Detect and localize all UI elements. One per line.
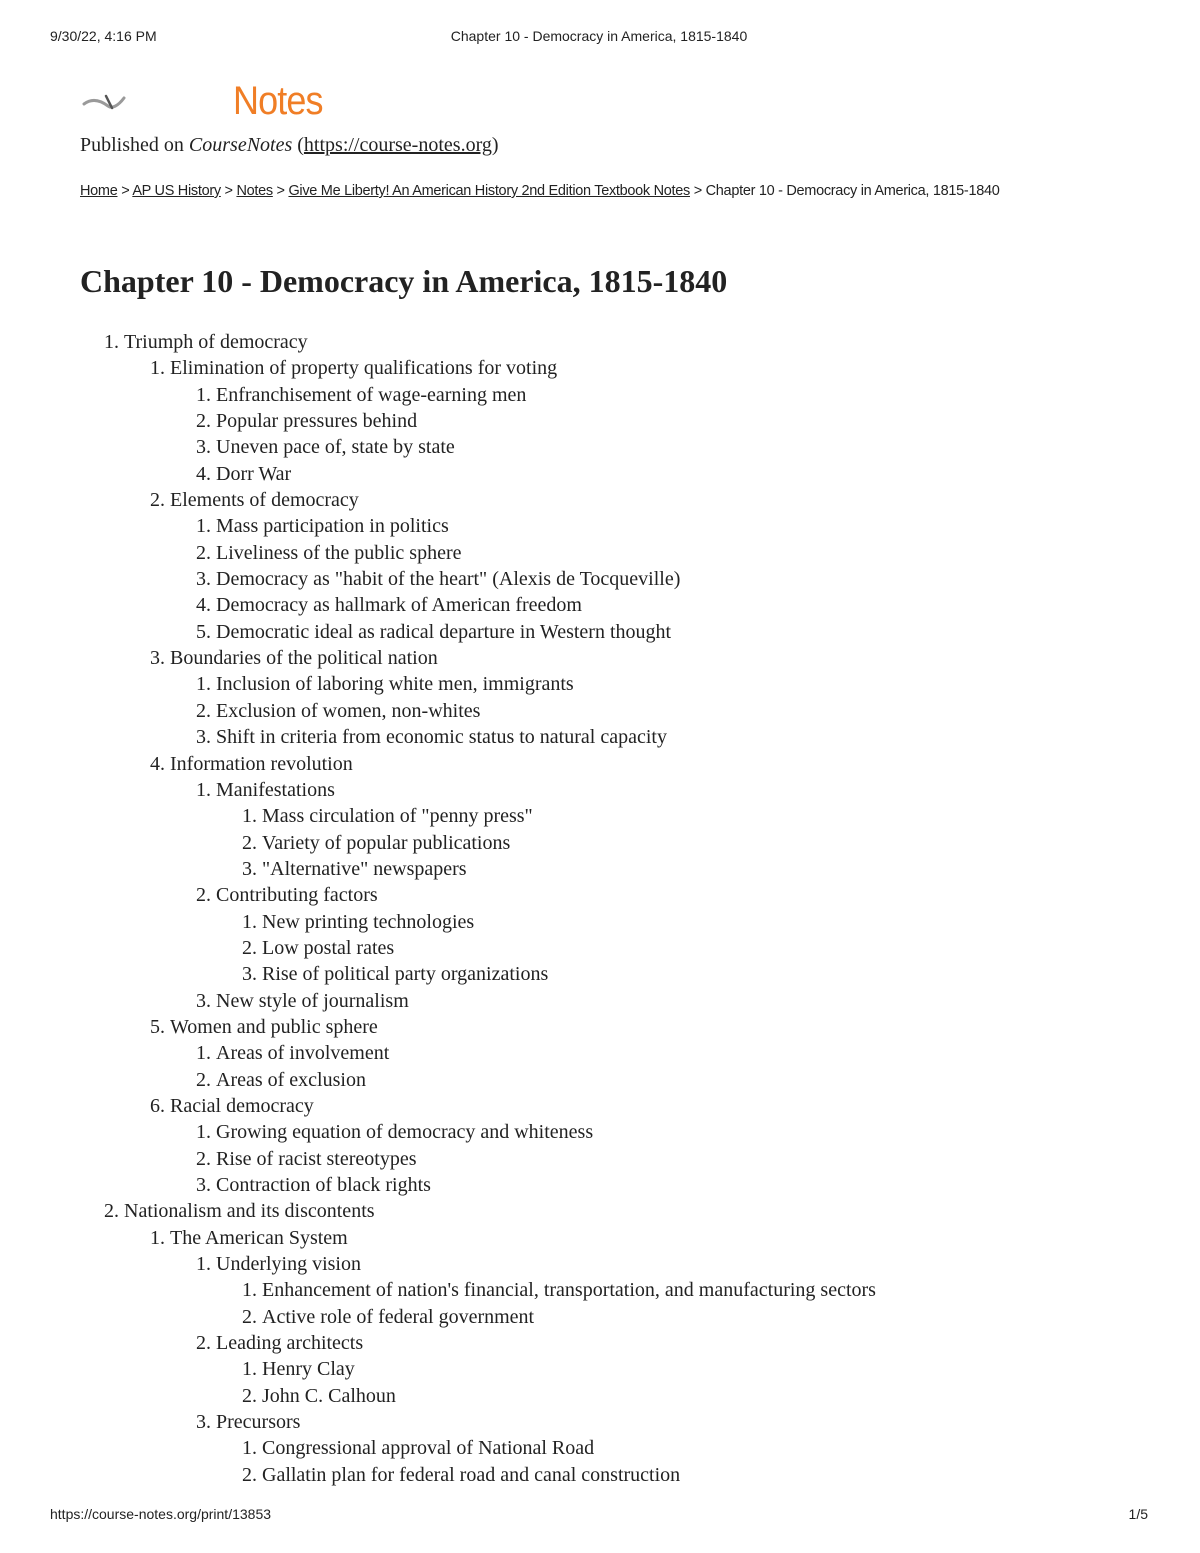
- outline-item: [124, 329, 1160, 1198]
- outline-item: [170, 751, 1160, 1014]
- outline-item-text: "Alternative" newspapers: [262, 857, 467, 880]
- print-footer: [50, 1506, 1148, 1526]
- outline-item: [216, 566, 1160, 592]
- logo-text: Notes: [233, 79, 323, 123]
- outline-item: [216, 1172, 1160, 1198]
- outline-item-text: Rise of political party organizations: [262, 963, 549, 986]
- outline-item: [216, 1146, 1160, 1172]
- breadcrumb-link-ap-us-history[interactable]: AP US History: [132, 183, 221, 199]
- outline-item: [216, 671, 1160, 697]
- outline-item-text: Mass circulation of "penny press": [262, 805, 533, 828]
- outline-item-text: Women and public sphere: [170, 1015, 378, 1038]
- outline-item: [170, 1014, 1160, 1093]
- outline-item-text: Henry Clay: [262, 1358, 355, 1381]
- outline-item: [216, 1330, 1160, 1409]
- outline-item: [216, 724, 1160, 750]
- outline-item-text: Boundaries of the political nation: [170, 647, 438, 670]
- outline-item-text: Shift in criteria from economic status to natural capacity: [216, 726, 667, 749]
- outline-item: [170, 487, 1160, 645]
- outline-item: [216, 382, 1160, 408]
- outline-item-text: Elimination of property qualifications for voting: [170, 357, 558, 380]
- print-document-title: Chapter 10 - Democracy in America, 1815-1840: [450, 28, 748, 44]
- outline-item-text: Enfranchisement of wage-earning men: [216, 383, 527, 406]
- outline-list-level-2: [124, 1225, 1160, 1488]
- outline-item: [262, 830, 1160, 856]
- outline-item: [216, 777, 1160, 882]
- breadcrumb-separator: >: [272, 183, 289, 199]
- outline-item: [216, 1409, 1160, 1488]
- outline-list-level-4: [216, 1277, 1160, 1330]
- bird-logo-icon: [82, 90, 130, 119]
- outline-item-text: Dorr War: [216, 462, 292, 485]
- outline-item-text: New printing technologies: [262, 910, 475, 933]
- breadcrumb-current: Chapter 10 - Democracy in America, 1815-1840: [705, 183, 1000, 199]
- outline-item: [170, 1225, 1160, 1488]
- outline-item-text: Contributing factors: [216, 884, 378, 907]
- outline-list-level-3: [170, 777, 1160, 1014]
- print-url: https://course-notes.org/print/13853: [50, 1506, 272, 1522]
- outline-item: [262, 909, 1160, 935]
- breadcrumb-separator: >: [117, 183, 133, 199]
- outline-item-text: Areas of exclusion: [216, 1068, 366, 1091]
- outline-item: [216, 592, 1160, 618]
- outline-item-text: Mass participation in politics: [216, 515, 449, 538]
- outline-list-level-3: [170, 1251, 1160, 1488]
- outline-item: [216, 619, 1160, 645]
- outline-item-text: Information revolution: [170, 752, 353, 775]
- outline-list-level-2: [124, 355, 1160, 1198]
- outline-item: [262, 803, 1160, 829]
- outline-item-text: Growing equation of democracy and whiteness: [216, 1121, 594, 1144]
- outline-list-level-4: [216, 909, 1160, 988]
- outline-item-text: Democracy as hallmark of American freedom: [216, 594, 582, 617]
- outline-item-text: Contraction of black rights: [216, 1174, 431, 1196]
- outline-list-level-4: [216, 1356, 1160, 1409]
- outline-item-text: Precursors: [216, 1411, 301, 1434]
- breadcrumb: [80, 181, 1120, 201]
- published-close-paren: ): [491, 134, 499, 156]
- breadcrumb-link-home[interactable]: Home: [80, 183, 118, 199]
- outline-item-text: Leading architects: [216, 1332, 364, 1355]
- outline-item-text: Democratic ideal as radical departure in Western thought: [216, 620, 672, 643]
- outline-item: [262, 1277, 1160, 1303]
- outline-item-text: Racial democracy: [170, 1094, 314, 1117]
- outline: [80, 329, 1160, 1488]
- published-open-paren: (: [292, 134, 304, 156]
- outline-item-text: New style of journalism: [216, 989, 409, 1012]
- published-on-line: [80, 134, 499, 157]
- outline-item-text: The American System: [170, 1226, 348, 1249]
- outline-item-text: John C. Calhoun: [262, 1384, 396, 1407]
- print-datetime: 9/30/22, 4:16 PM: [50, 28, 157, 44]
- outline-item-text: Areas of involvement: [216, 1042, 390, 1065]
- outline-item-text: Uneven pace of, state by state: [216, 436, 455, 459]
- outline-item: [216, 1119, 1160, 1145]
- outline-item: [216, 408, 1160, 434]
- outline-item-text: Underlying vision: [216, 1253, 361, 1276]
- outline-item: [262, 1462, 1160, 1488]
- outline-item: [262, 935, 1160, 961]
- outline-item-text: Variety of popular publications: [262, 831, 511, 854]
- outline-list-level-4: [216, 1435, 1160, 1488]
- outline-item-text: Popular pressures behind: [216, 410, 418, 433]
- outline-item: [216, 461, 1160, 487]
- outline-item: [262, 1383, 1160, 1409]
- outline-item: [170, 1093, 1160, 1198]
- outline-item-text: Liveliness of the public sphere: [216, 541, 462, 564]
- breadcrumb-separator: >: [690, 183, 706, 199]
- outline-item: [170, 355, 1160, 487]
- outline-item-text: Congressional approval of National Road: [262, 1437, 595, 1460]
- outline-list-level-3: [170, 382, 1160, 487]
- outline-item: [216, 988, 1160, 1014]
- outline-item-text: Triumph of democracy: [124, 331, 308, 353]
- outline-item-text: Gallatin plan for federal road and canal construction: [262, 1463, 681, 1486]
- outline-item-text: Manifestations: [216, 778, 335, 801]
- breadcrumb-link-textbook-notes[interactable]: Give Me Liberty! An American History 2nd Edition Textbook Notes: [288, 183, 690, 199]
- outline-item: [216, 513, 1160, 539]
- outline-item: [216, 1251, 1160, 1330]
- outline-item-text: Nationalism and its discontents: [124, 1200, 375, 1223]
- print-page-number: 1/5: [1128, 1506, 1148, 1522]
- outline-item: [262, 961, 1160, 987]
- outline-item: [124, 1198, 1160, 1488]
- outline-list-level-3: [170, 671, 1160, 750]
- published-site-link[interactable]: https://course-notes.org: [303, 134, 492, 156]
- outline-item: [262, 1356, 1160, 1382]
- published-prefix: Published on: [80, 134, 189, 156]
- outline-item: [216, 1040, 1160, 1066]
- outline-item: [262, 856, 1160, 882]
- outline-item-text: Democracy as "habit of the heart" (Alexis de Tocqueville): [216, 568, 681, 591]
- outline-list-level-3: [170, 1119, 1160, 1198]
- outline-item: [262, 1304, 1160, 1330]
- outline-item: [216, 1067, 1160, 1093]
- outline-list-level-4: [216, 803, 1160, 882]
- outline-item: [216, 882, 1160, 987]
- outline-list-level-3: [170, 1040, 1160, 1093]
- outline-item-text: Exclusion of women, non-whites: [216, 699, 481, 722]
- outline-item-text: Active role of federal government: [262, 1305, 535, 1328]
- breadcrumb-separator: >: [220, 183, 237, 199]
- outline-item: [262, 1435, 1160, 1461]
- outline-item: [216, 698, 1160, 724]
- breadcrumb-link-notes[interactable]: Notes: [236, 183, 273, 199]
- outline-list-level-3: [170, 513, 1160, 645]
- published-site-name: CourseNotes: [188, 134, 293, 156]
- outline-item: [216, 434, 1160, 460]
- outline-item: [170, 645, 1160, 750]
- outline-item-text: Enhancement of nation's financial, transportation, and manufacturing sectors: [262, 1279, 876, 1302]
- outline-item-text: Inclusion of laboring white men, immigrants: [216, 673, 574, 696]
- outline-item-text: Low postal rates: [262, 936, 395, 959]
- outline-item-text: Elements of democracy: [170, 489, 359, 512]
- outline-item: [216, 540, 1160, 566]
- print-header: [50, 28, 1148, 48]
- outline-list-level-1: [80, 329, 1160, 1488]
- page-title: Chapter 10 - Democracy in America, 1815-1840: [80, 263, 728, 299]
- site-logo[interactable]: [80, 78, 340, 126]
- outline-item-text: Rise of racist stereotypes: [216, 1147, 417, 1170]
